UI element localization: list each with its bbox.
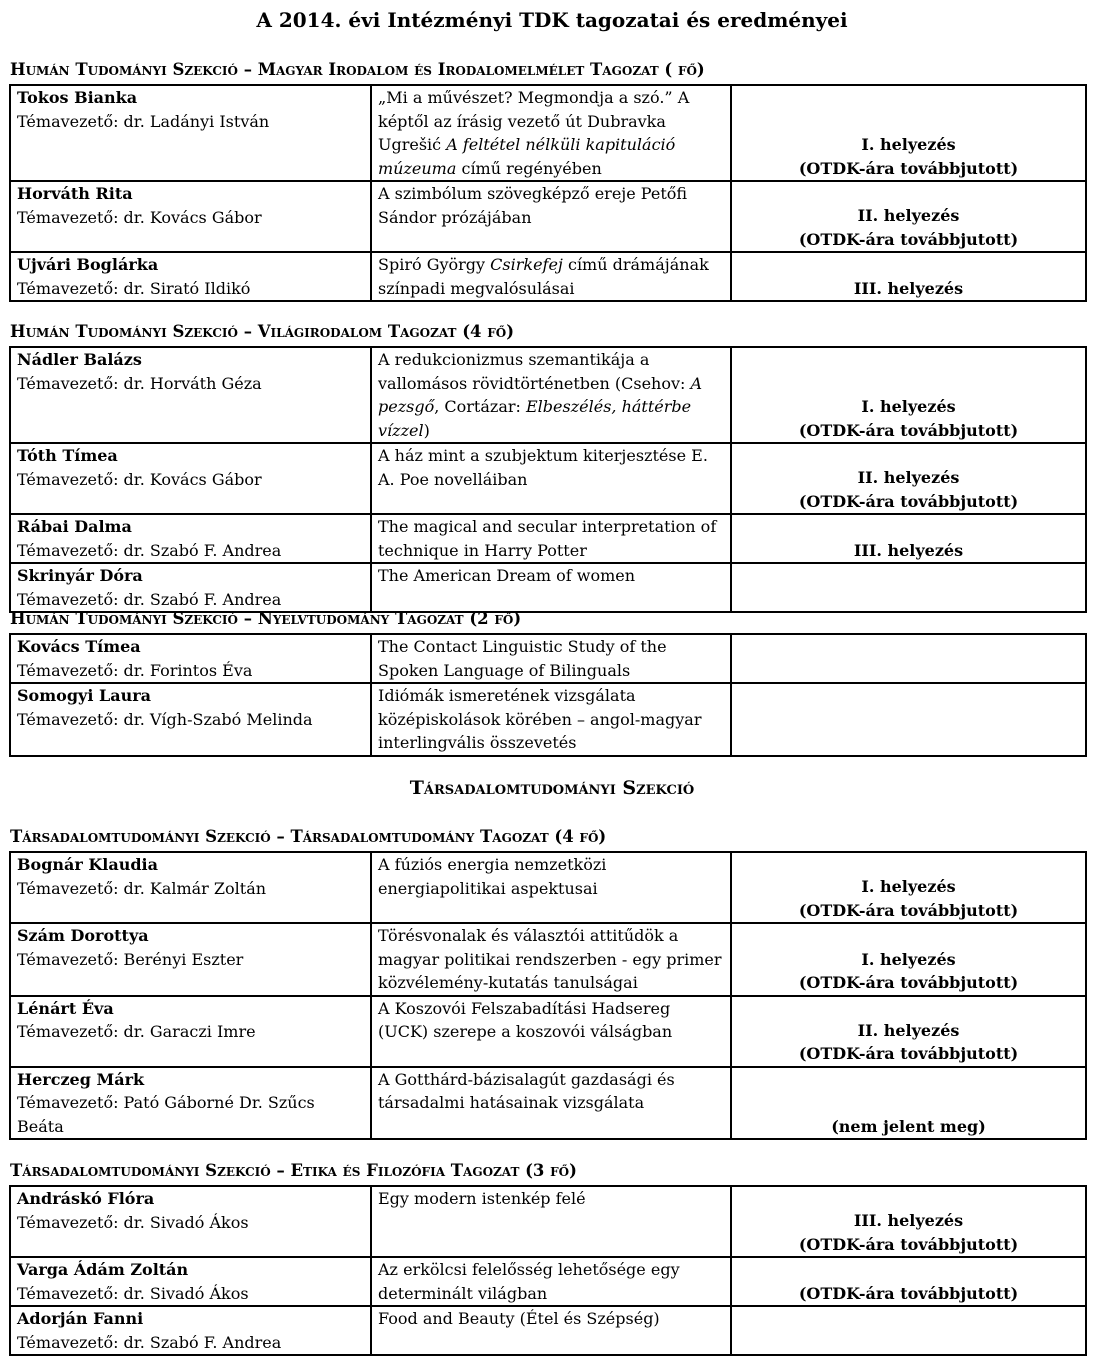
student-name: Kovács Tímea [17,637,141,656]
supervisor: Témavezető: dr. Vígh-Szabó Melinda [17,709,313,729]
student-name: Andráskó Flóra [17,1189,155,1208]
student-name: Szám Dorottya [17,926,149,945]
result-line: (OTDK-ára továbbjutott) [798,973,1019,992]
result-line: I. helyezés [861,949,956,969]
student-name: Tokos Bianka [17,88,138,107]
paper-title [371,85,731,181]
supervisor: Témavezető: dr. Szabó F. Andrea [17,1332,282,1352]
title-italic-part: A pezsgő [378,373,703,416]
title-part: Spiró György [378,255,491,274]
table-row [10,923,1086,996]
result-cell [731,923,1086,996]
result-line: I. helyezés [861,397,956,416]
table-row [10,1186,1086,1257]
student-cell [10,563,371,612]
paper-title [371,563,731,612]
student-name: Herczeg Márk [17,1069,145,1089]
student-cell [10,443,371,514]
result-line: II. helyezés [857,1020,960,1040]
title-italic-part: Elbeszélés, háttérbe vízzel [378,397,692,440]
paper-title [371,852,731,923]
supervisor: Témavezető: dr. Sivadó Ákos [17,1212,249,1232]
result-cell [731,1306,1086,1355]
supervisor: Témavezető: dr. Szabó F. Andrea [17,540,282,560]
result-line: II. helyezés [857,468,960,487]
page-title: A 2014. évi Intézményi TDK tagozatai és eredményei [256,8,848,32]
result-line: I. helyezés [861,135,956,154]
result-cell [731,181,1086,252]
paper-title [371,923,731,996]
result-line: III. helyezés [853,278,964,298]
student-cell [10,514,371,563]
result-cell [731,1257,1086,1306]
section-table [9,84,1087,302]
paper-title [371,1186,731,1257]
section-heading: Társadalomtudományi Szekció – Társadalomtudomány Tagozat (4 fő) [10,827,607,846]
student-cell [10,1257,371,1306]
section-table [9,1185,1087,1356]
title-italic-part: A feltétel nélküli kapituláció múzeuma [378,135,676,178]
table-row [10,443,1086,514]
result-cell [731,443,1086,514]
table-row [10,347,1086,443]
result-line: (OTDK-ára továbbjutott) [798,491,1019,511]
title-part: The American Dream of women [378,566,636,585]
student-cell [10,852,371,923]
supervisor: Témavezető: dr. Horváth Géza [17,373,262,393]
result-line: (OTDK-ára továbbjutott) [798,229,1019,249]
result-line: (OTDK-ára továbbjutott) [798,1044,1019,1063]
section-table [9,851,1087,1140]
section-table [9,633,1087,757]
title-part: A Koszovói Felszabadítási Hadsereg (UCK) szerepe a koszovói válságban [378,998,673,1041]
supervisor: Témavezető: Berényi Eszter [17,949,244,969]
section-table [9,346,1087,613]
supervisor: Témavezető: dr. Kovács Gábor [17,469,262,489]
student-name: Skrinyár Dóra [17,566,143,585]
paper-title [371,347,731,443]
result-cell [731,634,1086,683]
student-cell [10,996,371,1067]
section-heading: Humán Tudományi Szekció – Nyelvtudomány Tagozat (2 fő) [10,609,522,628]
section-heading: Társadalomtudományi Szekció – Etika és Filozófia Tagozat (3 fő) [10,1161,577,1180]
result-line: III. helyezés [853,1211,964,1230]
student-cell [10,252,371,301]
title-part: Az erkölcsi felelősség lehetősége egy determinált világban [378,1260,680,1303]
title-part: Idiómák ismeretének vizsgálata középiskolások körében – angol-magyar interlingvális összevetés [378,686,702,752]
paper-title [371,683,731,756]
table-row [10,683,1086,756]
title-part: Törésvonalak és választói attitűdök a magyar politikai rendszerben - egy primer közvélemény-kutatás tanulságai [378,926,722,992]
result-cell [731,996,1086,1067]
result-line: III. helyezés [853,540,964,560]
table-row [10,181,1086,252]
title-part: The magical and secular interpretation of technique in Harry Potter [378,517,717,560]
table-row [10,996,1086,1067]
student-cell [10,1186,371,1257]
paper-title [371,181,731,252]
result-cell [731,347,1086,443]
student-cell [10,634,371,683]
result-cell [731,514,1086,563]
title-part: , Cortázar: [434,397,526,416]
table-row [10,634,1086,683]
paper-title [371,996,731,1067]
student-cell [10,1306,371,1355]
student-cell [10,683,371,756]
result-cell [731,1186,1086,1257]
title-part: ) [423,420,430,440]
supervisor: Témavezető: dr. Kovács Gábor [17,207,262,227]
student-name: Rábai Dalma [17,517,132,536]
student-cell [10,923,371,996]
student-name: Varga Ádám Zoltán [17,1260,189,1279]
paper-title [371,443,731,514]
result-line: (OTDK-ára továbbjutott) [798,158,1019,178]
title-part: The Contact Linguistic Study of the Spoken Language of Bilinguals [378,637,667,680]
result-line: (OTDK-ára továbbjutott) [798,420,1019,440]
table-row [10,1306,1086,1355]
student-cell [10,85,371,181]
student-cell [10,1067,371,1140]
result-line: II. helyezés [857,206,960,225]
student-name: Lénárt Éva [17,998,114,1018]
result-cell [731,563,1086,612]
result-line: (OTDK-ára továbbjutott) [798,900,1019,920]
title-part: „Mi a művészet? Megmondja a szó.” A képtől az írásig vezető út Dubravka Ugrešić [378,88,690,154]
student-name: Somogyi Laura [17,686,152,705]
student-name: Adorján Fanni [17,1309,144,1328]
paper-title [371,1257,731,1306]
title-part: Food and Beauty (Étel és Szépség) [378,1309,660,1328]
title-part: A redukcionizmus szemantikája a vallomásos rövidtörténetben (Csehov: [378,350,691,393]
title-part: című regényében [456,158,602,178]
paper-title [371,514,731,563]
table-row [10,1257,1086,1306]
student-name: Nádler Balázs [17,350,142,369]
result-cell [731,1067,1086,1140]
supervisor: Témavezető: dr. Ladányi István [17,111,270,131]
student-name: Horváth Rita [17,184,133,203]
table-row [10,1067,1086,1140]
title-part: A ház mint a szubjektum kiterjesztése E. A. Poe novelláiban [378,446,708,489]
paper-title [371,1306,731,1355]
student-name: Ujvári Boglárka [17,255,159,274]
title-part: című drámájának színpadi megvalósulásai [378,255,709,298]
title-italic-part: Csirkefej [490,255,563,274]
title-part: Egy modern istenkép felé [378,1189,586,1208]
result-cell [731,85,1086,181]
result-cell [731,252,1086,301]
supervisor: Témavezető: Pató Gáborné Dr. Szűcs Beáta [17,1093,315,1136]
paper-title [371,1067,731,1140]
student-cell [10,347,371,443]
result-line: (OTDK-ára továbbjutott) [798,1234,1019,1254]
result-cell [731,852,1086,923]
title-part: A fúziós energia nemzetközi energiapolitikai aspektusai [378,855,607,898]
paper-title [371,634,731,683]
student-cell [10,181,371,252]
title-part: A szimbólum szövegképző ereje Petőfi Sándor prózájában [378,184,688,227]
paper-title [371,252,731,301]
supervisor: Témavezető: dr. Garaczi Imre [17,1022,256,1041]
table-row [10,563,1086,612]
result-line: (OTDK-ára továbbjutott) [798,1283,1019,1303]
supervisor: Témavezető: dr. Forintos Éva [17,660,253,680]
student-name: Tóth Tímea [17,446,118,465]
result-line: I. helyezés [861,877,956,896]
title-part: A Gotthárd-bázisalagút gazdasági és társadalmi hatásainak vizsgálata [378,1069,675,1112]
section-title: Társadalomtudományi Szekció [409,777,695,799]
section-heading: Humán Tudományi Szekció – Magyar Irodalom és Irodalomelmélet Tagozat ( fő) [10,60,705,79]
supervisor: Témavezető: dr. Szabó F. Andrea [17,589,282,609]
student-name: Bognár Klaudia [17,855,158,874]
table-row [10,252,1086,301]
table-row [10,514,1086,563]
table-row [10,852,1086,923]
supervisor: Témavezető: dr. Sivadó Ákos [17,1283,249,1303]
result-line: (nem jelent meg) [831,1116,986,1136]
supervisor: Témavezető: dr. Kalmár Zoltán [17,878,267,898]
section-heading: Humán Tudományi Szekció – Világirodalom Tagozat (4 fő) [10,322,515,341]
result-cell [731,683,1086,756]
supervisor: Témavezető: dr. Sirató Ildikó [17,278,251,298]
table-row [10,85,1086,181]
